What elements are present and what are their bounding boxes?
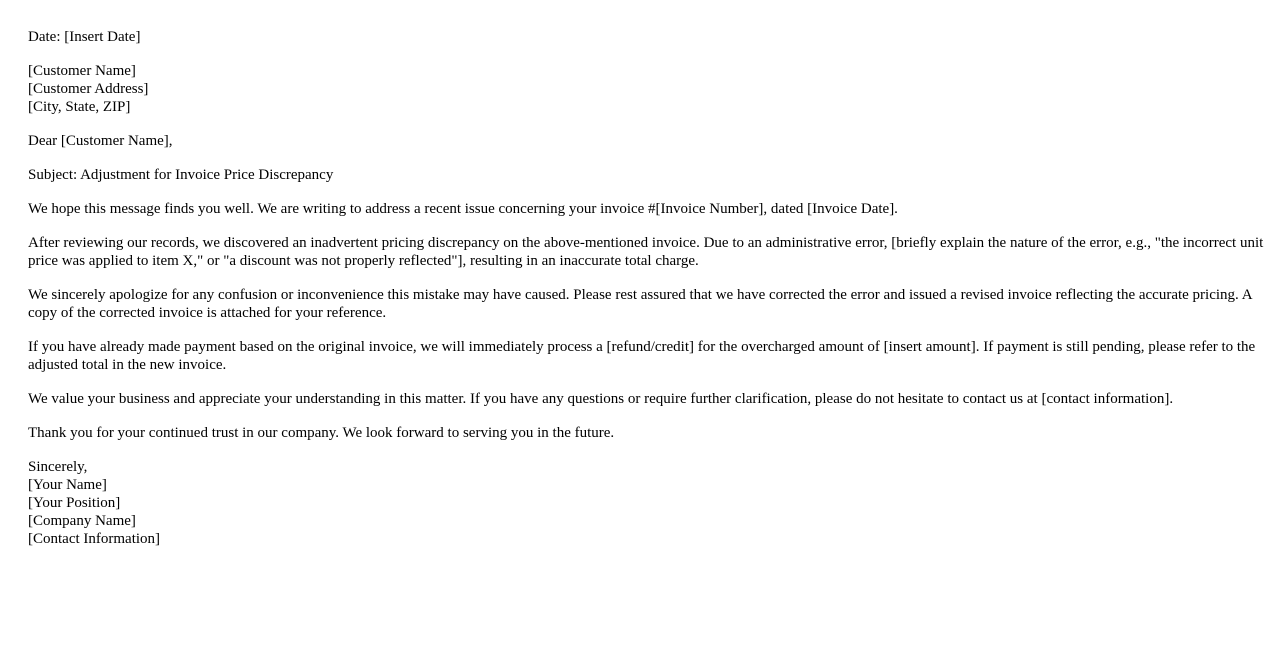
recipient-address-block <box>28 62 1264 116</box>
recipient-city-state-zip: [City, State, ZIP] <box>28 99 131 115</box>
sender-position: [Your Position] <box>28 495 121 511</box>
paragraph-thanks: Thank you for your continued trust in our company. We look forward to serving you in the future. <box>28 425 615 441</box>
sender-name: [Your Name] <box>28 477 107 493</box>
closing-signature-block <box>28 458 1264 548</box>
sender-company: [Company Name] <box>28 513 136 529</box>
salutation: Dear [Customer Name], <box>28 133 173 149</box>
subject-line: Subject: Adjustment for Invoice Price Discrepancy <box>28 167 334 183</box>
paragraph-payment: If you have already made payment based on the original invoice, we will immediately process a [refund/credit] for the overcharged amount of [insert amount]. If payment is still pending, please refer to the adjusted total in the new invoice. <box>28 339 1256 373</box>
recipient-address: [Customer Address] <box>28 81 149 97</box>
recipient-name: [Customer Name] <box>28 63 136 79</box>
date-line: Date: [Insert Date] <box>28 29 141 45</box>
paragraph-intro: We hope this message finds you well. We are writing to address a recent issue concerning your invoice #[Invoice Number], dated [Invoice Date]. <box>28 201 898 217</box>
sender-contact: [Contact Information] <box>28 531 161 547</box>
paragraph-discrepancy: After reviewing our records, we discovered an inadvertent pricing discrepancy on the above-mentioned invoice. Due to an administrative error, [briefly explain the nature of the error, e.g., "the incorrect unit price was applied to item X," or "a discount was not properly reflected"], resulting in an inaccurate total charge. <box>28 235 1264 269</box>
valediction: Sincerely, <box>28 459 88 475</box>
letter-body <box>28 28 1264 564</box>
paragraph-contact: We value your business and appreciate your understanding in this matter. If you have any questions or require further clarification, please do not hesitate to contact us at [contact information]. <box>28 391 1174 407</box>
paragraph-apology: We sincerely apologize for any confusion or inconvenience this mistake may have caused. Please rest assured that we have corrected the error and issued a revised invoice reflecting the accurate pricing. A copy of the corrected invoice is attached for your reference. <box>28 287 1252 321</box>
